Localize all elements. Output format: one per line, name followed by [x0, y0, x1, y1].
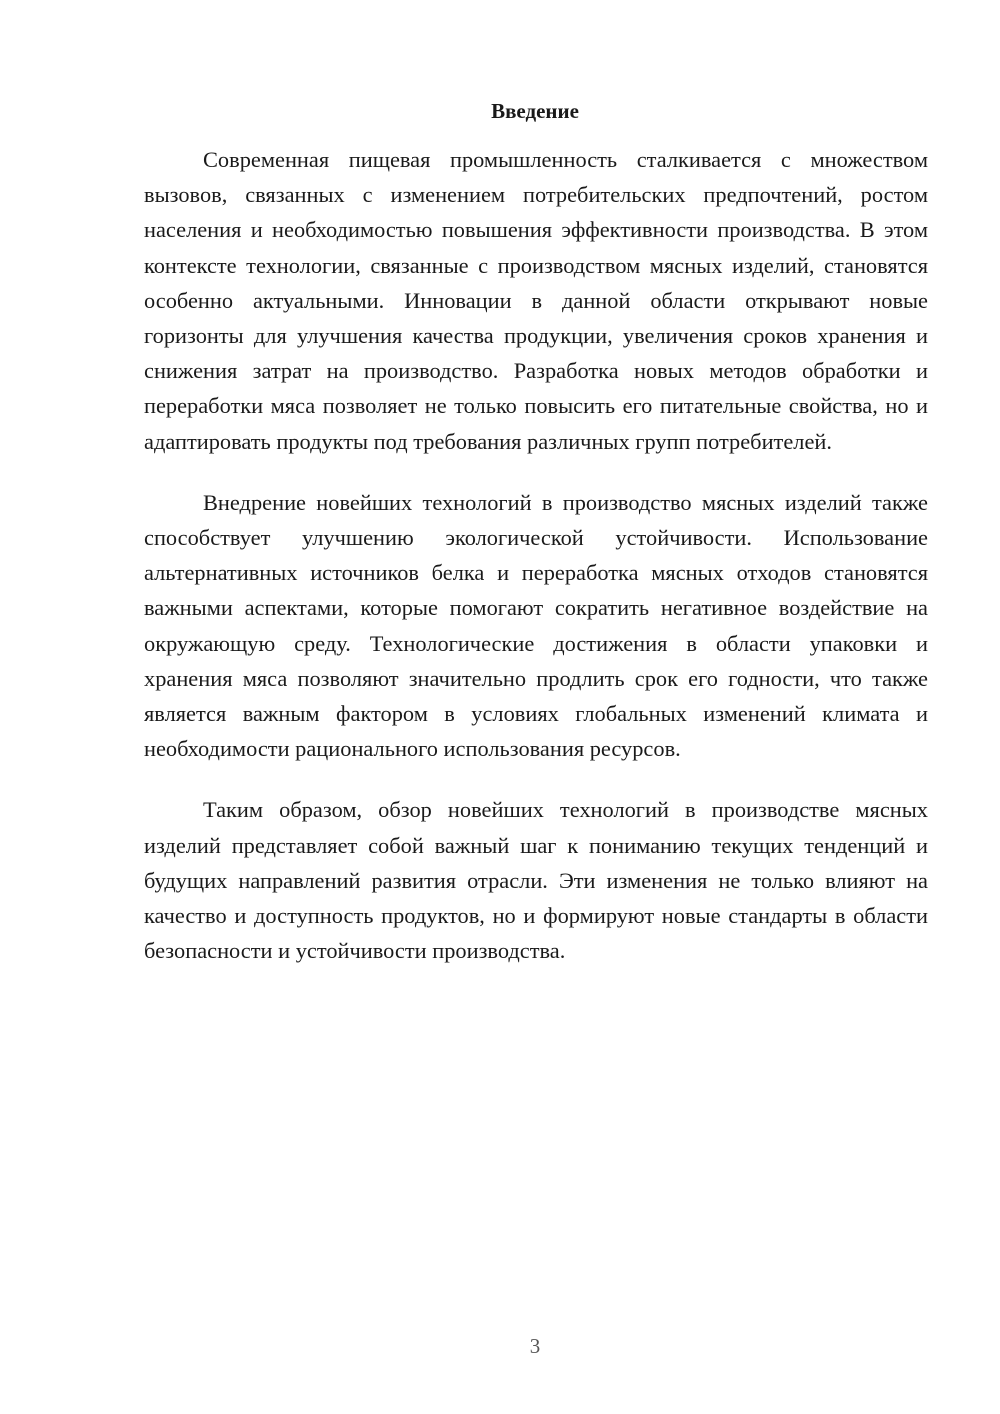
paragraph-3: Таким образом, обзор новейших технологий в производстве мясных изделий представляет собой важный шаг к пониманию текущих тенденций и будущих направлений развития отрасли. Эти изменения не только влияют на качество и доступность продуктов, но и формируют новые стандарты в области безопасности и устойчивости производства.	[144, 797, 928, 964]
section-title: Введение	[491, 99, 579, 123]
body-text	[144, 142, 928, 994]
page-number: 3	[529, 1334, 541, 1358]
paragraph-1: Современная пищевая промышленность сталкивается с множеством вызовов, связанных с изменением потребительских предпочтений, ростом населения и необходимостью повышения эффективности производства. В этом контексте технологии, связанные с производством мясных изделий, становятся особенно актуальными. Инновации в данной области открывают новые горизонты для улучшения качества продукции, увеличения сроков хранения и снижения затрат на производство. Разработка новых методов обработки и переработки мяса позволяет не только повысить его питательные свойства, но и адаптировать продукты под требования различных групп потребителей.	[144, 147, 928, 454]
paragraph-2: Внедрение новейших технологий в производство мясных изделий также способствует улучшению экологической устойчивости. Использование альтернативных источников белка и переработка мясных отходов становятся важными аспектами, которые помогают сократить негативное воздействие на окружающую среду. Технологические достижения в области упаковки и хранения мяса позволяют значительно продлить срок его годности, что также является важным фактором в условиях глобальных изменений климата и необходимости рационального использования ресурсов.	[144, 489, 928, 762]
